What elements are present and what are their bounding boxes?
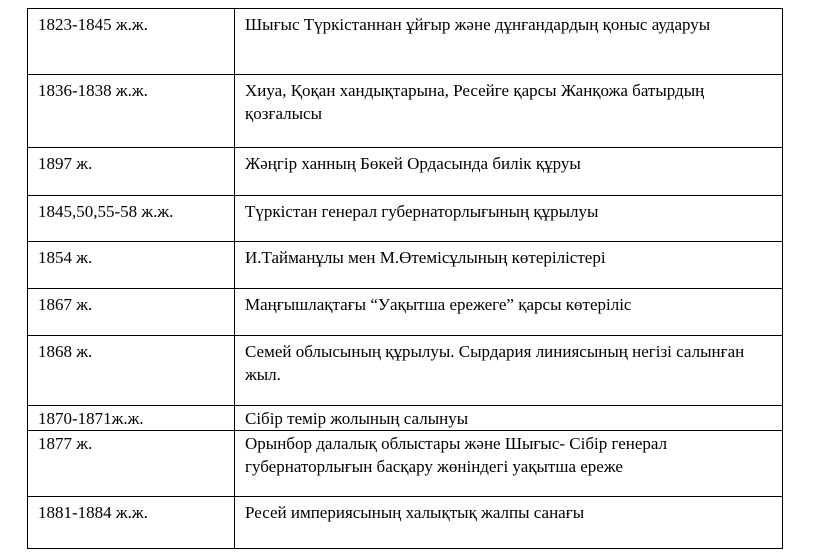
event-cell: Ресей империясының халықтық жалпы санағы — [235, 497, 783, 549]
table-row — [28, 196, 783, 242]
table-row — [28, 336, 783, 406]
table-row — [28, 9, 783, 75]
date-cell: 1868 ж. — [28, 336, 235, 406]
date-cell: 1823-1845 ж.ж. — [28, 9, 235, 75]
date-cell: 1836-1838 ж.ж. — [28, 75, 235, 148]
event-cell: Орынбор далалық облыстары және Шығыс- Сібір генерал губернаторлығын басқару жөніндегі уақытша ереже — [235, 431, 783, 497]
event-cell: И.Тайманұлы мен М.Өтемісұлының көтерілістері — [235, 242, 783, 289]
date-cell: 1877 ж. — [28, 431, 235, 497]
event-cell: Маңғышлақтағы “Уақытша ережеге” қарсы көтеріліс — [235, 289, 783, 336]
table-row — [28, 289, 783, 336]
history-dates-table — [27, 8, 783, 549]
date-cell: 1845,50,55-58 ж.ж. — [28, 196, 235, 242]
date-cell: 1870-1871ж.ж. — [28, 406, 235, 431]
event-cell: Түркістан генерал губернаторлығының құрылуы — [235, 196, 783, 242]
table-row — [28, 148, 783, 196]
event-cell: Семей облысының құрылуы. Сырдария линиясының негізі салынған жыл. — [235, 336, 783, 406]
table-row — [28, 497, 783, 549]
table-row — [28, 242, 783, 289]
date-cell: 1881-1884 ж.ж. — [28, 497, 235, 549]
date-cell: 1854 ж. — [28, 242, 235, 289]
table-row — [28, 406, 783, 431]
table-row — [28, 431, 783, 497]
event-cell: Хиуа, Қоқан хандықтарына, Ресейге қарсы Жанқожа батырдың қозғалысы — [235, 75, 783, 148]
event-cell: Жәңгір ханның Бөкей Ордасында билік құруы — [235, 148, 783, 196]
date-cell: 1897 ж. — [28, 148, 235, 196]
date-cell: 1867 ж. — [28, 289, 235, 336]
table-row — [28, 75, 783, 148]
event-cell: Шығыс Түркістаннан ұйғыр және дұнғандардың қоныс аударуы — [235, 9, 783, 75]
event-cell: Сібір темір жолының салынуы — [235, 406, 783, 431]
